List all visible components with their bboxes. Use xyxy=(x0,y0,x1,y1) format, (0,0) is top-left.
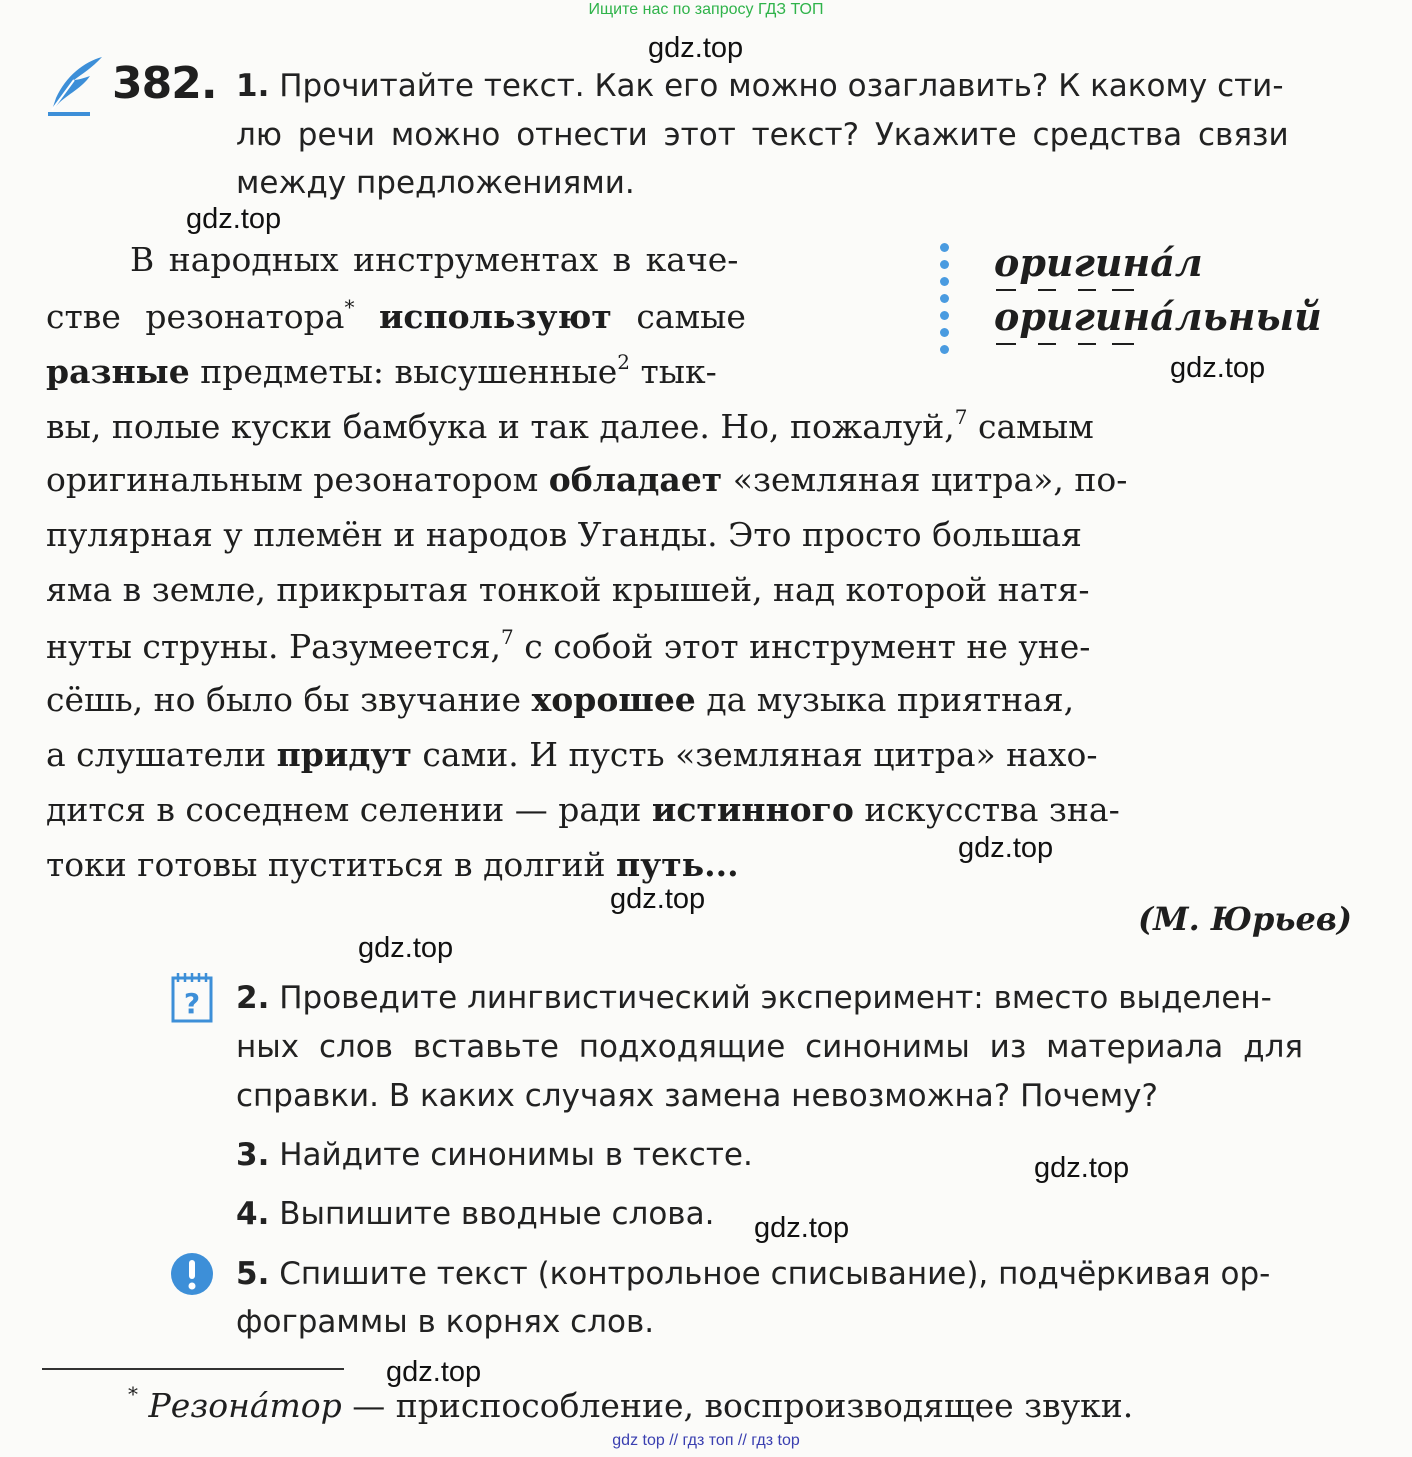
text-line-7: яма в земле, прикрытая тонкой крышей, над которой натя- xyxy=(46,570,1090,609)
text-fragment: дится в соседнем селении — ради xyxy=(46,790,642,829)
feather-pen-icon xyxy=(44,54,106,118)
text-line-3 xyxy=(46,350,717,391)
text-line-1: В народных инструментах в каче- xyxy=(130,240,739,279)
svg-text:?: ? xyxy=(183,987,201,1020)
text-line-8 xyxy=(46,625,1090,666)
text-fragment: вы, полые куски бамбука и так далее. Но, пожалуй, xyxy=(46,407,955,446)
text-line-2 xyxy=(46,295,746,336)
question-2-line-1: Проведите лингвистический эксперимент: вместо выделен- xyxy=(279,980,1272,1016)
watermark: gdz.top xyxy=(1034,1152,1130,1184)
footnote-term: Резона́тор xyxy=(148,1386,342,1425)
watermark: gdz.top xyxy=(358,932,454,964)
watermark: gdz.top xyxy=(1170,352,1266,384)
watermark: gdz.top xyxy=(754,1212,850,1244)
highlighted-word: хорошее xyxy=(531,680,696,719)
footnote xyxy=(128,1382,1133,1425)
watermark: gdz.top xyxy=(610,883,706,915)
text-fragment: тык- xyxy=(640,352,717,391)
task-number: 382. xyxy=(112,58,217,109)
top-banner[interactable]: Ищите нас по запросу ГДЗ ТОП xyxy=(588,1,824,18)
vocab-dot xyxy=(940,328,949,337)
vocab-dot xyxy=(940,294,949,303)
text-fragment: нуты струны. Разумеется, xyxy=(46,627,502,666)
text-fragment: токи готовы пуститься в долгий xyxy=(46,845,606,884)
vocab-word-original: оригина́л xyxy=(994,240,1203,285)
text-fragment: предметы: высушенные xyxy=(200,352,618,391)
text-fragment: с собой этот инструмент не уне- xyxy=(524,627,1091,666)
question-1-line-3: между предложениями. xyxy=(236,165,635,201)
footnote-ref: 2 xyxy=(617,350,631,374)
question-4 xyxy=(236,1196,714,1232)
highlighted-word: путь... xyxy=(616,845,739,884)
vocab-dot xyxy=(940,345,949,354)
text-fragment: самым xyxy=(978,407,1094,446)
question-1-number: 1. xyxy=(236,68,270,104)
question-5-line-2: фограммы в корнях слов. xyxy=(236,1304,655,1340)
vocab-underline xyxy=(994,342,1144,346)
footnote-divider xyxy=(42,1368,344,1370)
text-line-4 xyxy=(46,405,1094,446)
question-1-line-2: лю речи можно отнести этот текст? Укажите средства связи xyxy=(236,117,1289,153)
text-line-10 xyxy=(46,735,1097,774)
highlighted-word: разные xyxy=(46,352,190,391)
notepad-question-icon xyxy=(170,970,214,1024)
author: (М. Юрьев) xyxy=(1138,900,1353,938)
vocab-dot xyxy=(940,243,949,252)
watermark: gdz.top xyxy=(186,203,282,235)
exclamation-icon xyxy=(170,1252,214,1296)
footnote-ref: 7 xyxy=(501,625,514,649)
watermark: gdz.top xyxy=(958,832,1054,864)
text-fragment: искусства зна- xyxy=(864,790,1120,829)
question-1 xyxy=(236,68,1284,104)
question-5 xyxy=(236,1256,1270,1292)
bottom-banner[interactable]: gdz top // гдз топ // гдз top xyxy=(612,1432,800,1449)
question-2-line-3: справки. В каких случаях замена невозможна? Почему? xyxy=(236,1078,1158,1114)
question-4-number: 4. xyxy=(236,1196,270,1232)
question-3-text: Найдите синонимы в тексте. xyxy=(279,1137,753,1173)
vocab-underline xyxy=(994,288,1144,292)
text-line-6: пулярная у племён и народов Уганды. Это просто большая xyxy=(46,515,1082,554)
text-line-5 xyxy=(46,460,1127,499)
vocab-dot xyxy=(940,311,949,320)
question-2 xyxy=(236,980,1272,1016)
question-3 xyxy=(236,1137,753,1173)
question-4-text: Выпишите вводные слова. xyxy=(279,1196,715,1232)
text-fragment: «земляная цитра», по- xyxy=(732,460,1128,499)
vocab-dot xyxy=(940,260,949,269)
watermark: gdz.top xyxy=(648,32,744,64)
text-fragment: а слушатели xyxy=(46,735,267,774)
question-2-line-2: ных слов вставьте подходящие синонимы из материала для xyxy=(236,1029,1304,1065)
highlighted-word: придут xyxy=(276,735,412,774)
question-2-number: 2. xyxy=(236,980,270,1016)
question-3-number: 3. xyxy=(236,1137,270,1173)
text-fragment: да музыка приятная, xyxy=(706,680,1075,719)
question-5-number: 5. xyxy=(236,1256,270,1292)
footnote-mark: * xyxy=(128,1382,138,1406)
watermark: gdz.top xyxy=(386,1356,482,1388)
question-1-line-1: Прочитайте текст. Как его можно озаглавить? К какому сти- xyxy=(279,68,1284,104)
text-line-12 xyxy=(46,845,739,884)
text-line-9 xyxy=(46,680,1074,719)
text-fragment: сёшь, но было бы звучание xyxy=(46,680,522,719)
vocab-word-original-adj: оригина́льный xyxy=(994,294,1322,339)
text-line-11 xyxy=(46,790,1120,829)
text-fragment: стве резонатора xyxy=(46,297,345,336)
text-fragment: самые xyxy=(636,297,746,336)
footnote-ref: * xyxy=(344,295,355,319)
highlighted-word: обладает xyxy=(548,460,723,499)
highlighted-word: используют xyxy=(378,297,612,336)
footnote-definition: — приспособление, воспроизводящее звуки. xyxy=(352,1386,1134,1425)
highlighted-word: истинного xyxy=(651,790,854,829)
text-fragment: сами. И пусть «земляная цитра» нахо- xyxy=(422,735,1098,774)
vocab-dot xyxy=(940,277,949,286)
text-fragment: оригинальным резонатором xyxy=(46,460,539,499)
question-5-line-1: Спишите текст (контрольное списывание), подчёркивая ор- xyxy=(279,1256,1271,1292)
footnote-ref: 7 xyxy=(954,405,968,429)
